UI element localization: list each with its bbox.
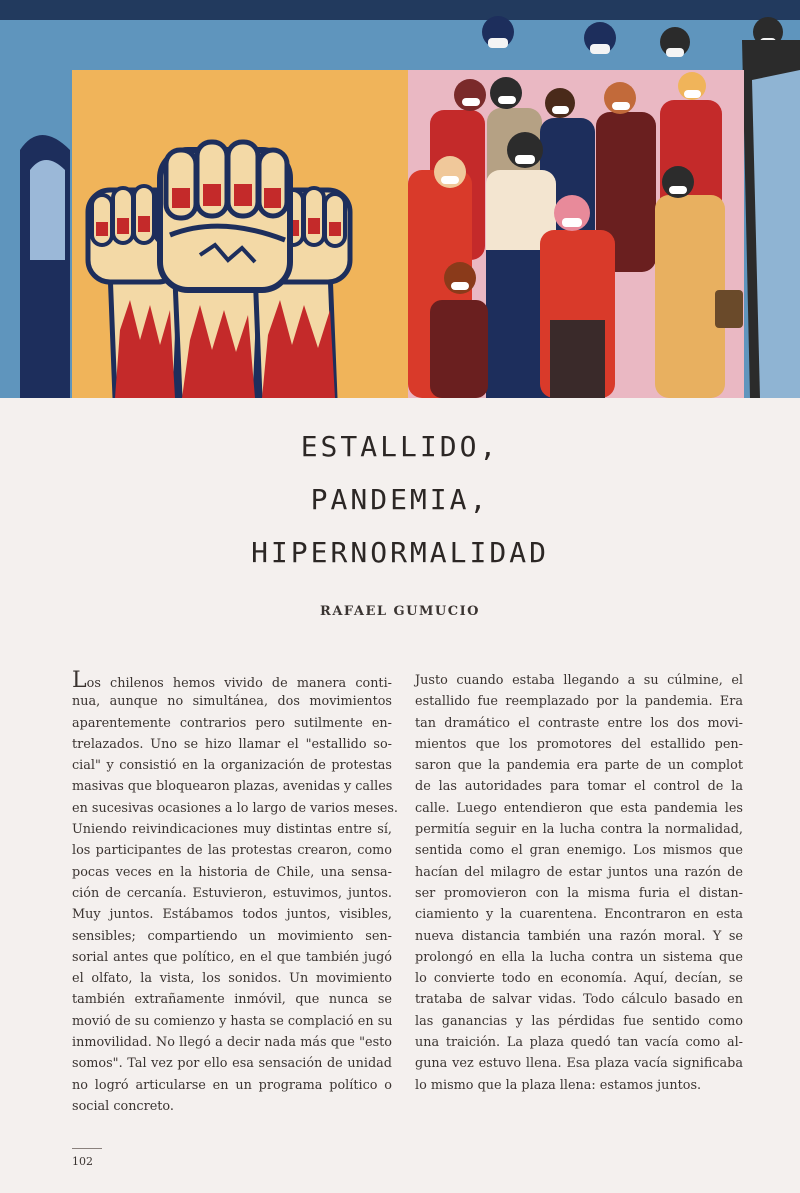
drop-cap: L [72, 668, 87, 693]
body-text-line: una traición. La plaza quedó tan vacía como al- [415, 1035, 743, 1051]
page-number: 102 [72, 1155, 93, 1168]
header-illustration [0, 0, 800, 398]
body-text-line: el olfato, la vista, los sonidos. Un movimiento [72, 971, 392, 987]
body-text-line: sensibles; compartiendo un movimiento sen- [72, 928, 392, 944]
article-author: RAFAEL GUMUCIO [320, 604, 480, 619]
body-text-line: inmovilidad. No llegó a decir nada más que "esto [72, 1035, 392, 1051]
body-text-line: Justo cuando estaba llegando a su cúlmine, el [415, 673, 743, 688]
body-text-line: ciamiento y la cuarentena. Encontraron en esta [415, 907, 743, 923]
body-text-line: en sucesivas ocasiones a lo largo de varios meses. [72, 800, 398, 816]
body-text-line: los participantes de las protestas crearon, como [72, 843, 392, 859]
body-text-line: saron que la pandemia era parte de un complot [415, 758, 743, 774]
body-text-line: calle. Luego entendieron que esta pandemia les [415, 800, 743, 816]
body-text-line: masivas que bloquearon plazas, avenidas y calles [72, 779, 393, 795]
body-text-line: estallido fue reemplazado por la pandemia. Era [415, 694, 743, 710]
body-text-line: sorial antes que político, en el que también jugó [72, 949, 392, 965]
body-text-line: prolongó en ella la lucha contra un sistema que [415, 949, 743, 965]
title-line: HIPERNORMALIDAD [251, 536, 549, 569]
body-text-line: ción de cercanía. Estuvieron, estuvimos, juntos. [72, 885, 392, 901]
body-text-line: trataba de salvar vidas. Todo cálculo basado en [415, 992, 743, 1008]
masked-crowd-icon [408, 72, 743, 398]
body-text-line: pocas veces en la historia de Chile, una sensa- [72, 864, 392, 880]
body-text-line: las ganancias y las pérdidas fue sentido como [415, 1013, 743, 1029]
body-text-line: sentida como el gran enemigo. Los mismos que [415, 843, 743, 859]
body-text-line: Muy juntos. Estábamos todos juntos, visibles, [72, 907, 392, 923]
body-text-line: no logró articularse en un programa político o [72, 1077, 392, 1093]
article-title [0, 420, 800, 579]
body-text-line: permitía seguir en la lucha contra la normalidad, [415, 822, 743, 838]
title-line: PANDEMIA, [310, 483, 490, 516]
body-text-line: Uniendo reivindicaciones muy distintas entre sí, [72, 822, 392, 838]
title-line: ESTALLIDO, [300, 430, 500, 463]
body-text-line: guna vez estuvo llena. Esa plaza vacía significaba [415, 1056, 743, 1072]
illustration-art [0, 0, 800, 398]
body-text-line: nua, aunque no simultánea, dos movimientos [72, 694, 392, 710]
body-text-line: también extrañamente inmóvil, que nunca se [72, 992, 392, 1008]
body-text-line: social concreto. [72, 1098, 174, 1114]
left-column [72, 668, 398, 1117]
right-column [415, 670, 743, 1096]
body-text-line: somos". Tal vez por ello esa sensación de unidad [72, 1056, 392, 1072]
body-text-line: trelazados. Uno se hizo llamar el "estallido so- [72, 736, 392, 752]
body-text-line: mientos que los promotores del estallido pen- [415, 736, 743, 752]
body-text-line: hacían del milagro de estar juntos una razón de [415, 864, 743, 880]
page-number-rule [72, 1148, 102, 1149]
body-text-line: tan dramático el contraste entre los dos movi- [415, 715, 743, 731]
body-text-line: de las autoridades para tomar el control de la [415, 779, 743, 795]
body-text-line: lo mismo que la plaza llena: estamos juntos. [415, 1077, 702, 1093]
body-text-line: cial" y consistió en la organización de protestas [72, 758, 392, 774]
body-text-line: Los chilenos hemos vivido de manera conti- [72, 668, 392, 693]
body-text-line: movió de su comienzo y hasta se complació en su [72, 1013, 393, 1029]
body-text-line: lo convierte todo en economía. Aquí, decían, se [415, 971, 743, 987]
body-text-line: aparentemente contrarios pero sutilmente en- [72, 715, 392, 731]
body-text-line: nueva distancia también una razón moral. Y se [415, 928, 743, 944]
body-text-line: ser promovieron con la misma furia el distan- [415, 885, 743, 901]
